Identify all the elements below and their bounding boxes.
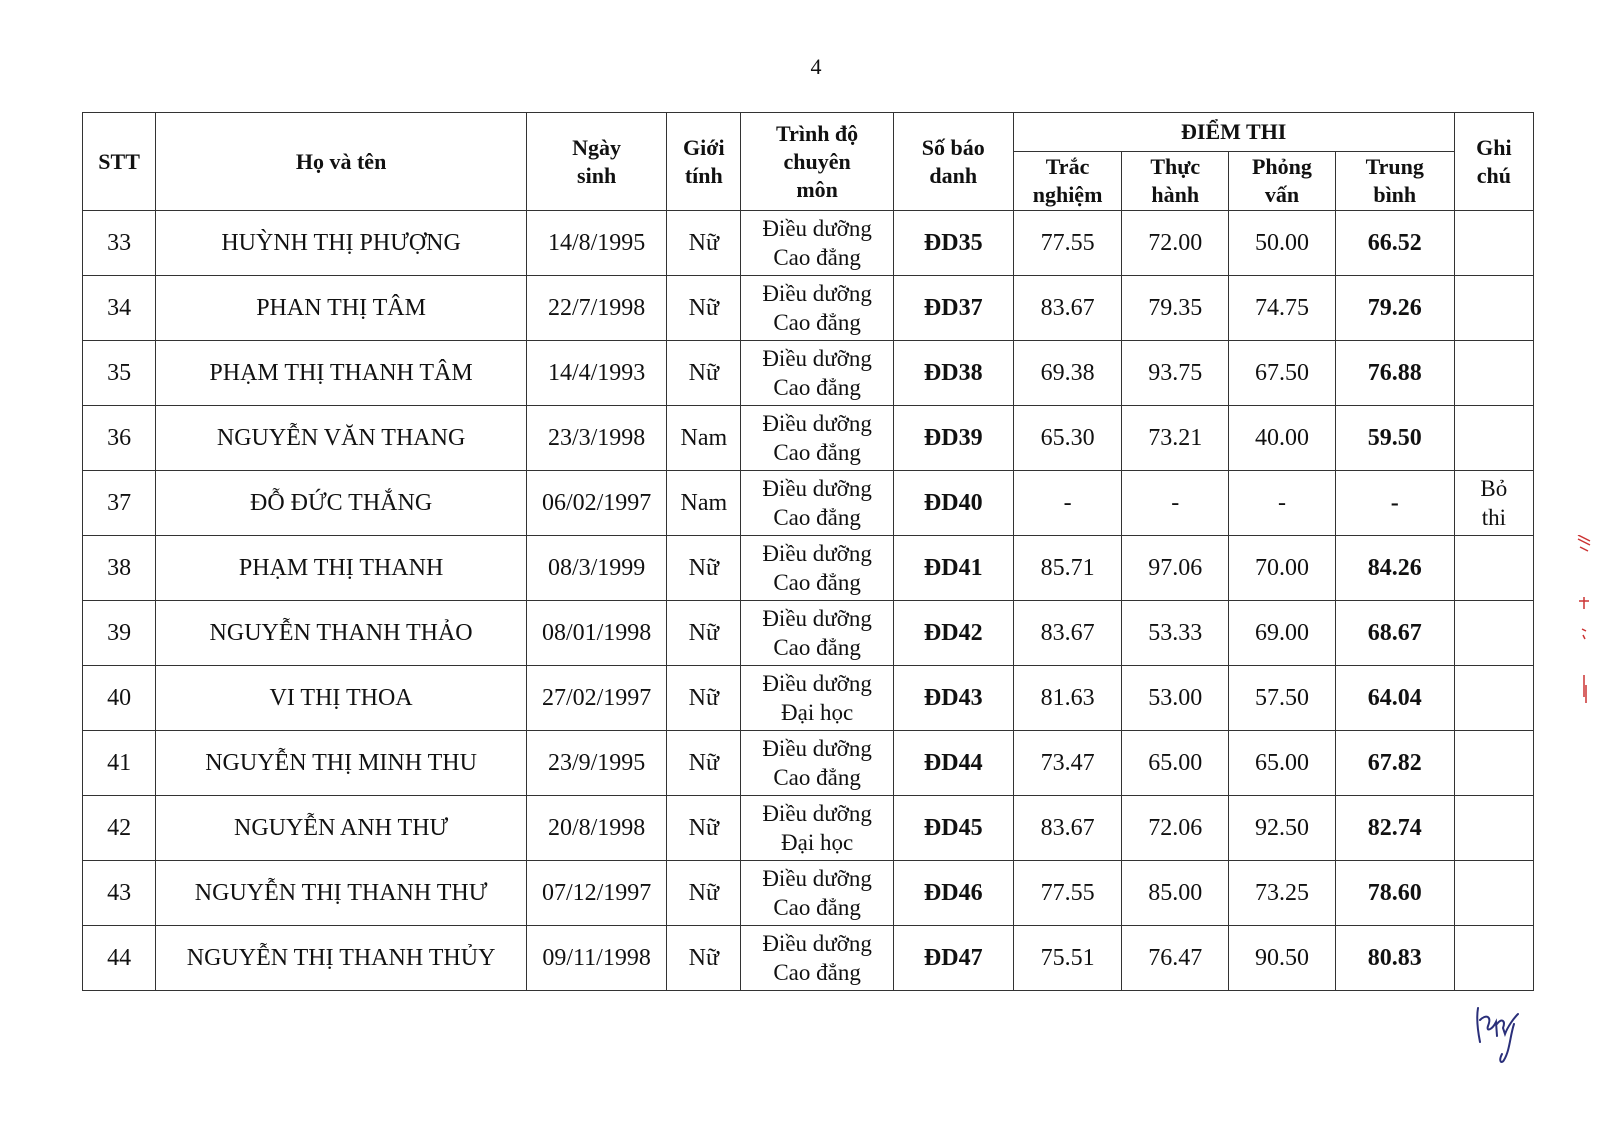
stt-cell: 39 [83,601,156,666]
major-cell: Điều dưỡng Cao đẳng [741,861,893,926]
header-stt: STT [83,113,156,211]
score-practical-cell: 93.75 [1122,341,1229,406]
name-cell: PHẠM THỊ THANH [156,536,527,601]
gender-cell: Nữ [667,796,741,861]
major-cell: Điều dưỡng Cao đẳng [741,471,893,536]
score-interview-cell: 74.75 [1229,276,1336,341]
major-cell: Điều dưỡng Đại học [741,796,893,861]
dob-cell: 06/02/1997 [527,471,667,536]
score-practical-cell: 72.00 [1122,211,1229,276]
stt-cell: 43 [83,861,156,926]
candidate-number-cell: ĐD41 [893,536,1013,601]
score-interview-cell: 67.50 [1229,341,1336,406]
table-row [83,666,1534,731]
table-row [83,406,1534,471]
candidate-number-cell: ĐD40 [893,471,1013,536]
note-cell [1454,341,1533,406]
stt-cell: 42 [83,796,156,861]
note-cell [1454,666,1533,731]
header-gender: Giới tính [667,113,741,211]
score-interview-cell: 92.50 [1229,796,1336,861]
gender-cell: Nữ [667,601,741,666]
note-cell [1454,861,1533,926]
candidate-number-cell: ĐD38 [893,341,1013,406]
header-score-average: Trung bình [1335,152,1454,211]
gender-cell: Nữ [667,211,741,276]
score-interview-cell: 90.50 [1229,926,1336,991]
score-multiple-choice-cell: 83.67 [1013,601,1122,666]
name-cell: NGUYỄN THANH THẢO [156,601,527,666]
score-average-cell: 67.82 [1335,731,1454,796]
score-average-cell: 59.50 [1335,406,1454,471]
score-multiple-choice-cell: 85.71 [1013,536,1122,601]
dob-cell: 08/3/1999 [527,536,667,601]
gender-cell: Nam [667,406,741,471]
table-row [83,341,1534,406]
gender-cell: Nữ [667,861,741,926]
candidate-number-cell: ĐD46 [893,861,1013,926]
table-row [83,601,1534,666]
header-score-interview: Phỏng vấn [1229,152,1336,211]
note-cell [1454,731,1533,796]
major-cell: Điều dưỡng Cao đẳng [741,341,893,406]
header-candidate-number: Số báo danh [893,113,1013,211]
score-average-cell: 78.60 [1335,861,1454,926]
note-cell [1454,926,1533,991]
gender-cell: Nữ [667,536,741,601]
note-cell [1454,796,1533,861]
score-multiple-choice-cell: - [1013,471,1122,536]
score-average-cell: 64.04 [1335,666,1454,731]
major-cell: Điều dưỡng Cao đẳng [741,276,893,341]
score-multiple-choice-cell: 83.67 [1013,276,1122,341]
header-note: Ghi chú [1454,113,1533,211]
candidate-number-cell: ĐD43 [893,666,1013,731]
score-practical-cell: 85.00 [1122,861,1229,926]
score-multiple-choice-cell: 83.67 [1013,796,1122,861]
score-average-cell: - [1335,471,1454,536]
header-score-practical: Thực hành [1122,152,1229,211]
gender-cell: Nam [667,471,741,536]
table-row [83,926,1534,991]
stt-cell: 36 [83,406,156,471]
gender-cell: Nữ [667,341,741,406]
table-row [83,471,1534,536]
signature-mark [1470,1000,1530,1070]
score-interview-cell: 57.50 [1229,666,1336,731]
major-cell: Điều dưỡng Đại học [741,666,893,731]
score-interview-cell: 40.00 [1229,406,1336,471]
score-interview-cell: 50.00 [1229,211,1336,276]
note-cell [1454,536,1533,601]
score-multiple-choice-cell: 69.38 [1013,341,1122,406]
note-cell: Bỏ thi [1454,471,1533,536]
score-average-cell: 76.88 [1335,341,1454,406]
score-multiple-choice-cell: 73.47 [1013,731,1122,796]
stt-cell: 34 [83,276,156,341]
table-row [83,536,1534,601]
candidate-number-cell: ĐD42 [893,601,1013,666]
dob-cell: 20/8/1998 [527,796,667,861]
table-body [83,211,1534,991]
score-multiple-choice-cell: 77.55 [1013,211,1122,276]
page-number: 4 [810,54,822,79]
header-score-multiple-choice: Trắc nghiệm [1013,152,1122,211]
dob-cell: 08/01/1998 [527,601,667,666]
name-cell: NGUYỄN THỊ MINH THU [156,731,527,796]
note-cell [1454,211,1533,276]
candidate-number-cell: ĐD47 [893,926,1013,991]
score-practical-cell: 65.00 [1122,731,1229,796]
gender-cell: Nữ [667,926,741,991]
major-cell: Điều dưỡng Cao đẳng [741,731,893,796]
candidate-number-cell: ĐD44 [893,731,1013,796]
gender-cell: Nữ [667,731,741,796]
score-average-cell: 80.83 [1335,926,1454,991]
stt-cell: 41 [83,731,156,796]
score-average-cell: 84.26 [1335,536,1454,601]
header-scores: ĐIỂM THI [1013,113,1454,152]
table-row [83,211,1534,276]
gender-cell: Nữ [667,276,741,341]
name-cell: HUỲNH THỊ PHƯỢNG [156,211,527,276]
header-major: Trình độ chuyên môn [741,113,893,211]
note-cell [1454,601,1533,666]
edge-marks [1574,535,1594,735]
table-row [83,796,1534,861]
stt-cell: 40 [83,666,156,731]
score-practical-cell: 53.33 [1122,601,1229,666]
major-cell: Điều dưỡng Cao đẳng [741,926,893,991]
score-practical-cell: 72.06 [1122,796,1229,861]
stt-cell: 44 [83,926,156,991]
score-multiple-choice-cell: 75.51 [1013,926,1122,991]
dob-cell: 14/8/1995 [527,211,667,276]
name-cell: NGUYỄN THỊ THANH THỦY [156,926,527,991]
stt-cell: 35 [83,341,156,406]
dob-cell: 14/4/1993 [527,341,667,406]
name-cell: NGUYỄN THỊ THANH THƯ [156,861,527,926]
stt-cell: 33 [83,211,156,276]
major-cell: Điều dưỡng Cao đẳng [741,406,893,471]
table-header [83,113,1534,211]
stt-cell: 38 [83,536,156,601]
score-multiple-choice-cell: 81.63 [1013,666,1122,731]
candidate-number-cell: ĐD39 [893,406,1013,471]
score-interview-cell: 69.00 [1229,601,1336,666]
note-cell [1454,276,1533,341]
score-practical-cell: - [1122,471,1229,536]
score-practical-cell: 53.00 [1122,666,1229,731]
name-cell: PHAN THỊ TÂM [156,276,527,341]
dob-cell: 23/3/1998 [527,406,667,471]
header-name: Họ và tên [156,113,527,211]
name-cell: NGUYỄN VĂN THANG [156,406,527,471]
score-average-cell: 66.52 [1335,211,1454,276]
score-multiple-choice-cell: 65.30 [1013,406,1122,471]
exam-results-table [82,112,1534,991]
score-average-cell: 79.26 [1335,276,1454,341]
name-cell: VI THỊ THOA [156,666,527,731]
score-interview-cell: 65.00 [1229,731,1336,796]
table-row [83,861,1534,926]
score-interview-cell: 70.00 [1229,536,1336,601]
stt-cell: 37 [83,471,156,536]
score-practical-cell: 97.06 [1122,536,1229,601]
dob-cell: 23/9/1995 [527,731,667,796]
score-practical-cell: 73.21 [1122,406,1229,471]
dob-cell: 22/7/1998 [527,276,667,341]
name-cell: PHẠM THỊ THANH TÂM [156,341,527,406]
score-average-cell: 82.74 [1335,796,1454,861]
dob-cell: 27/02/1997 [527,666,667,731]
candidate-number-cell: ĐD45 [893,796,1013,861]
major-cell: Điều dưỡng Cao đẳng [741,601,893,666]
candidate-number-cell: ĐD35 [893,211,1013,276]
score-practical-cell: 76.47 [1122,926,1229,991]
dob-cell: 09/11/1998 [527,926,667,991]
candidate-number-cell: ĐD37 [893,276,1013,341]
name-cell: NGUYỄN ANH THƯ [156,796,527,861]
score-multiple-choice-cell: 77.55 [1013,861,1122,926]
table-row [83,276,1534,341]
dob-cell: 07/12/1997 [527,861,667,926]
name-cell: ĐỖ ĐỨC THẮNG [156,471,527,536]
score-average-cell: 68.67 [1335,601,1454,666]
score-interview-cell: - [1229,471,1336,536]
score-interview-cell: 73.25 [1229,861,1336,926]
note-cell [1454,406,1533,471]
table-row [83,731,1534,796]
gender-cell: Nữ [667,666,741,731]
score-practical-cell: 79.35 [1122,276,1229,341]
major-cell: Điều dưỡng Cao đẳng [741,536,893,601]
header-dob: Ngày sinh [527,113,667,211]
major-cell: Điều dưỡng Cao đẳng [741,211,893,276]
